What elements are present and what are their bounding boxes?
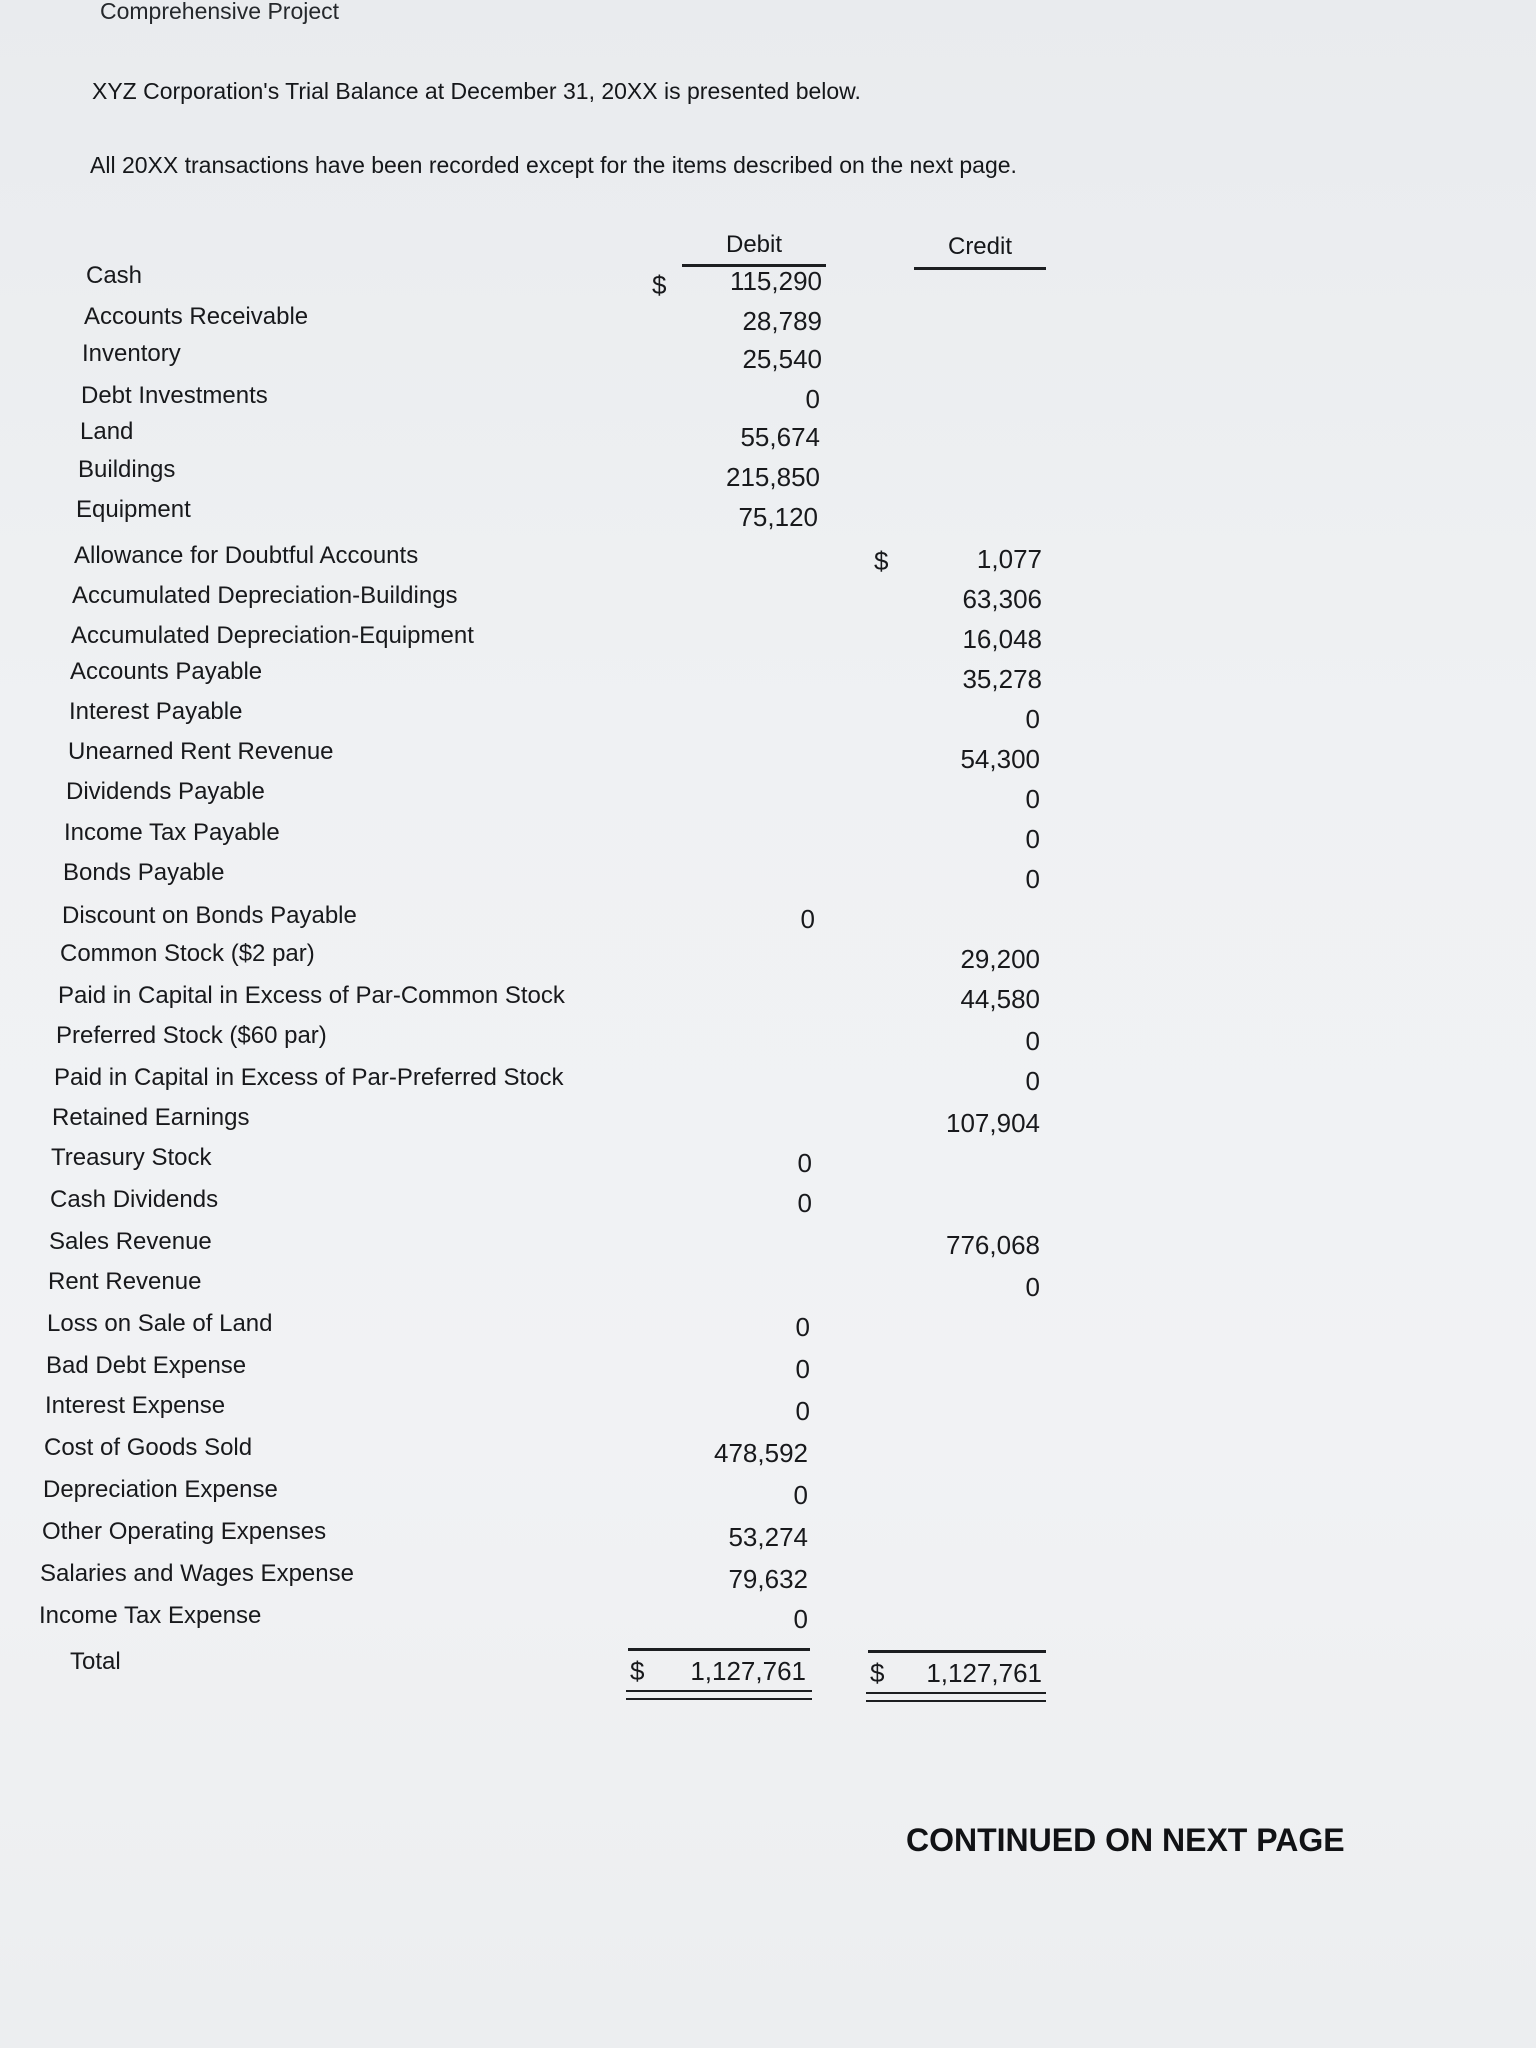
account-name: Retained Earnings: [52, 1104, 250, 1131]
credit-amount: 0: [1025, 784, 1040, 814]
account-name: Loss on Sale of Land: [47, 1310, 273, 1337]
debit-amount: 478,592: [714, 1438, 808, 1468]
debit-amount: 0: [793, 1604, 808, 1634]
debit-amount: 0: [795, 1312, 810, 1342]
project-title: Comprehensive Project: [100, 0, 340, 24]
account-name: Accumulated Depreciation-Equipment: [71, 622, 474, 649]
account-name: Common Stock ($2 par): [60, 940, 315, 967]
account-name: Paid in Capital in Excess of Par-Common Stock: [58, 982, 565, 1009]
debit-amount: 0: [795, 1354, 810, 1384]
account-name: Treasury Stock: [51, 1144, 212, 1171]
intro-line-trial-balance: XYZ Corporation's Trial Balance at December 31, 20XX is presented below.: [92, 78, 861, 104]
account-name: Bad Debt Expense: [46, 1352, 247, 1379]
debit-amount: 79,632: [728, 1564, 808, 1594]
debit-amount: 0: [795, 1396, 810, 1426]
account-name: Interest Payable: [69, 698, 243, 725]
debit-amount: 215,850: [726, 462, 820, 492]
debit-total-currency-symbol: $: [630, 1656, 645, 1686]
credit-amount: 35,278: [962, 664, 1042, 694]
intro-line-transactions: All 20XX transactions have been recorded except for the items described on the next page.: [90, 152, 1017, 178]
credit-amount: 63,306: [962, 584, 1042, 614]
account-name: Depreciation Expense: [43, 1476, 278, 1503]
debit-amount: 53,274: [728, 1522, 808, 1552]
credit-amount: 29,200: [960, 944, 1040, 974]
credit-total: 1,127,761: [926, 1658, 1042, 1688]
account-name: Cash: [86, 262, 143, 289]
credit-amount: 776,068: [946, 1230, 1040, 1260]
account-name: Discount on Bonds Payable: [62, 902, 357, 929]
debit-total-rule: [628, 1648, 810, 1651]
account-name: Cost of Goods Sold: [44, 1434, 253, 1461]
account-name: Other Operating Expenses: [42, 1518, 327, 1545]
account-name: Income Tax Payable: [64, 819, 280, 846]
account-name: Accumulated Depreciation-Buildings: [72, 582, 458, 609]
debit-total: 1,127,761: [690, 1656, 806, 1686]
account-name: Land: [80, 418, 134, 445]
account-name: Rent Revenue: [48, 1268, 202, 1295]
credit-amount: 0: [1025, 1066, 1040, 1096]
debit-amount: 0: [797, 1188, 812, 1218]
account-name: Unearned Rent Revenue: [68, 738, 334, 765]
credit-amount: 0: [1025, 824, 1040, 854]
credit-amount: 0: [1025, 1272, 1040, 1302]
credit-amount: 54,300: [960, 744, 1040, 774]
account-name: Sales Revenue: [49, 1228, 212, 1255]
credit-amount: 107,904: [946, 1108, 1040, 1138]
credit-total-rule: [868, 1650, 1046, 1653]
account-name: Buildings: [78, 456, 176, 483]
debit-amount: 0: [800, 904, 815, 934]
account-name: Accounts Payable: [70, 658, 263, 685]
credit-amount: 0: [1025, 1026, 1040, 1056]
account-name: Interest Expense: [45, 1392, 226, 1419]
credit-total-currency-symbol: $: [870, 1658, 885, 1688]
debit-amount: 0: [805, 384, 820, 414]
credit-header-underline: [914, 267, 1046, 270]
debit-amount: 75,120: [738, 502, 818, 532]
credit-amount: 44,580: [960, 984, 1040, 1014]
account-name: Inventory: [82, 340, 181, 367]
account-name: Paid in Capital in Excess of Par-Preferred Stock: [54, 1064, 564, 1091]
account-name: Equipment: [76, 496, 191, 523]
debit-amount: 28,789: [742, 306, 822, 336]
credit-column-header: Credit: [947, 233, 1013, 260]
credit-total-double-underline: [866, 1692, 1046, 1702]
account-name: Allowance for Doubtful Accounts: [74, 542, 419, 569]
account-name: Income Tax Expense: [39, 1602, 262, 1629]
account-name: Debt Investments: [81, 382, 268, 409]
credit-currency-symbol: $: [874, 546, 889, 576]
total-label: Total: [70, 1648, 121, 1675]
debit-total-double-underline: [626, 1690, 812, 1700]
account-name: Cash Dividends: [50, 1186, 219, 1213]
account-name: Accounts Receivable: [84, 303, 309, 330]
credit-amount: 0: [1025, 864, 1040, 894]
debit-amount: 55,674: [740, 422, 820, 452]
debit-currency-symbol: $: [652, 270, 667, 300]
credit-amount: 1,077: [976, 544, 1042, 574]
account-name: Salaries and Wages Expense: [40, 1560, 354, 1587]
debit-amount: 25,540: [742, 344, 822, 374]
account-name: Dividends Payable: [66, 778, 265, 805]
debit-amount: 0: [793, 1480, 808, 1510]
credit-amount: 0: [1025, 704, 1040, 734]
debit-amount: 115,290: [729, 266, 822, 296]
account-name: Bonds Payable: [63, 859, 225, 886]
account-name: Preferred Stock ($60 par): [56, 1022, 327, 1049]
continued-note: CONTINUED ON NEXT PAGE: [906, 1822, 1345, 1858]
debit-amount: 0: [797, 1148, 812, 1178]
credit-amount: 16,048: [962, 624, 1042, 654]
debit-column-header: Debit: [725, 231, 783, 258]
